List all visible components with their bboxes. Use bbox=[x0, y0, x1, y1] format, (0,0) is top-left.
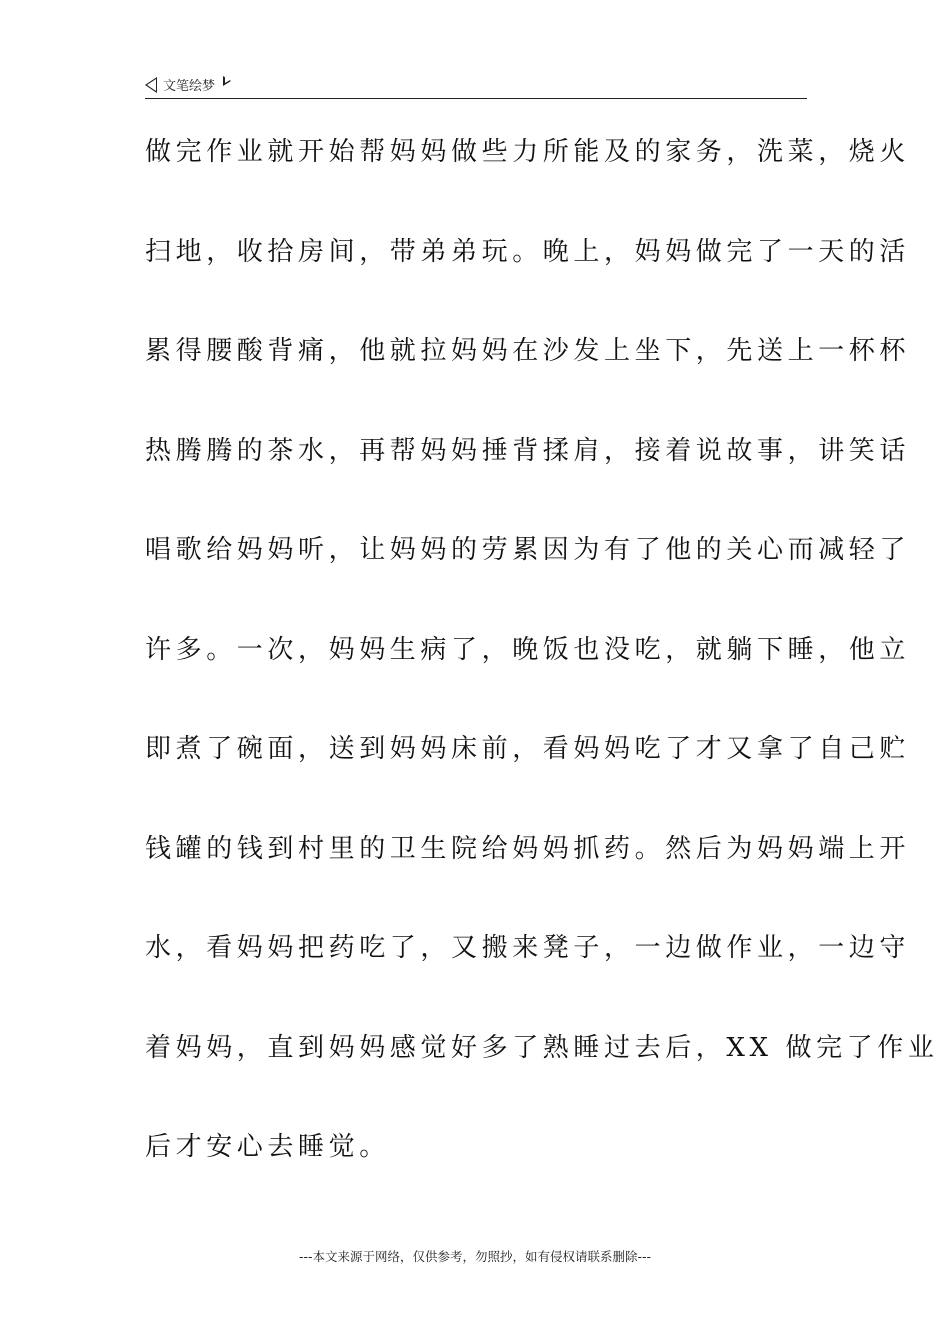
page-header bbox=[145, 72, 807, 99]
body-line: 许多。一次，妈妈生病了，晚饭也没吃，就躺下睡，他立 bbox=[145, 634, 911, 665]
body-line: 唱歌给妈妈听，让妈妈的劳累因为有了他的关心而减轻了 bbox=[145, 535, 911, 565]
body-line: 即煮了碗面，送到妈妈床前，看妈妈吃了才又拿了自己贮 bbox=[145, 734, 911, 764]
triangle-left-icon bbox=[145, 77, 157, 93]
body-line: 热腾腾的茶水，再帮妈妈捶背揉肩，接着说故事，讲笑话 bbox=[145, 435, 911, 466]
body-line: 水，看妈妈把药吃了，又搬来凳子，一边做作业，一边守 bbox=[145, 933, 911, 963]
footer-notice: ---本文来源于网络，仅供参考，勿照抄，如有侵权请联系删除--- bbox=[298, 1249, 652, 1264]
body-line: 做完作业就开始帮妈妈做些力所能及的家务，洗菜，烧火 bbox=[145, 137, 911, 167]
triangle-right-icon bbox=[223, 76, 231, 86]
body-line: 累得腰酸背痛，他就拉妈妈在沙发上坐下，先送上一杯杯 bbox=[145, 336, 911, 366]
document-body bbox=[145, 126, 939, 1221]
body-line: 后才安心去睡觉。 bbox=[145, 1132, 390, 1162]
header-brand bbox=[145, 75, 231, 94]
body-line: 着妈妈，直到妈妈感觉好多了熟睡过去后，XX 做完了作业 bbox=[145, 1032, 939, 1063]
header-title: 文笔绘梦 bbox=[163, 79, 216, 94]
body-line: 钱罐的钱到村里的卫生院给妈妈抓药。然后为妈妈端上开 bbox=[145, 833, 911, 864]
body-line: 扫地，收拾房间，带弟弟玩。晚上，妈妈做完了一天的活 bbox=[145, 236, 911, 267]
